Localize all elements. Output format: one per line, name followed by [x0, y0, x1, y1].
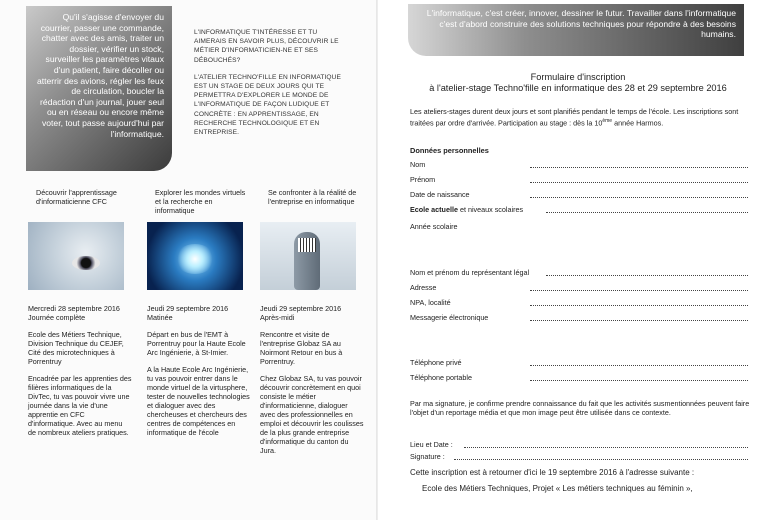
field-label-suffix: et niveaux scolaires [459, 205, 524, 214]
intro-paragraphs [194, 28, 344, 145]
light-photo [147, 222, 243, 290]
banner: L'informatique, c'est créer, innover, dessiner le futur. Travailler dans l'informatique c'est d'abord construire des solutions techniques pour répondre à des besoins humains. [408, 4, 744, 56]
field-label: Téléphone portable [410, 373, 472, 382]
hand-photo [260, 222, 356, 290]
field-label: Année scolaire [410, 222, 458, 231]
field-label: Lieu et Date : [410, 440, 453, 449]
field-prenom[interactable] [410, 175, 748, 185]
field-adresse[interactable] [410, 283, 748, 293]
form-title-line2: à l'atelier-stage Techno'fille en informatique des 28 et 29 septembre 2016 [429, 83, 727, 93]
footer-line1: Cette inscription est à retourner d'ici le 19 septembre 2016 à l'adresse suivante : [410, 468, 695, 477]
field-email[interactable] [410, 313, 748, 323]
mid-paragraph-2: L'ATELIER TECHNO'FILLE EN INFORMATIQUE EST UN STAGE DE DEUX JOURS QUI TE PERMETTRA D'EXPLORER LE MONDE DE L'INFORMATIQUE DE FAÇON LUDIQUE ET CONCRÈTE : EN APPRENTISSAGE, EN RECHERCHE TECHNOLOGIQUE ET EN ENTREPRISE. [194, 73, 342, 137]
section-personal: Données personnelles [410, 146, 489, 155]
field-naissance[interactable] [410, 190, 748, 200]
field-label: Signature : [410, 452, 445, 461]
day-place: Départ en bus de l'EMT à Porrentruy pour la Haute Ecole Arc Ingénierie, à St-Imier. [147, 330, 246, 357]
field-label: Date de naissance [410, 190, 470, 199]
day-date: Jeudi 29 septembre 2016 [260, 304, 342, 313]
day-period: Après-midi [260, 313, 295, 322]
eye-photo [28, 222, 124, 290]
day-details [28, 304, 132, 437]
footer-line2: Ecole des Métiers Techniques, Projet « Les métiers techniques au féminin », [422, 484, 693, 493]
right-panel [378, 0, 770, 520]
day-details [260, 304, 364, 455]
day-description: Encadrée par les apprenties des filières informatiques de la DivTec, tu vas pouvoir vivre une journée dans la vie d'une apprentie en CFC d'informatique. Avec au menu de nombreux ateliers pratiques. [28, 374, 132, 437]
field-label: NPA, localité [410, 298, 451, 307]
left-panel [0, 0, 378, 520]
field-label: Messagerie électronique [410, 313, 489, 322]
column-apprentissage [28, 188, 132, 445]
field-signature[interactable] [410, 452, 748, 462]
field-ecole[interactable] [410, 205, 748, 215]
form-title-line1: Formulaire d'inscription [530, 72, 626, 82]
form-title [408, 72, 748, 94]
form-intro-sup: ème [602, 117, 613, 124]
field-representant[interactable] [410, 268, 748, 278]
intro-box [26, 6, 172, 171]
column-heading: Découvrir l'apprentissage d'informaticienne CFC [36, 188, 117, 206]
field-npa[interactable] [410, 298, 748, 308]
field-label: Ecole actuelle [410, 205, 458, 214]
form-intro-end: année Harmos. [612, 118, 664, 128]
day-period: Journée complète [28, 313, 86, 322]
field-label: Nom et prénom du représentant légal [410, 268, 530, 277]
column-recherche [147, 188, 251, 445]
day-description: A la Haute Ecole Arc Ingénierie, tu vas pouvoir entrer dans le monde virtuel de la virtusphere, tester de nouvelles technologies et dialoguer avec des chercheuses et chercheurs des centres de compétences en informatique de l'école [147, 365, 250, 437]
day-details [147, 304, 251, 437]
field-tel[interactable] [410, 358, 748, 368]
field-nom[interactable] [410, 160, 748, 170]
mid-paragraph-1: L'INFORMATIQUE T'INTÉRESSE ET TU AIMERAIS EN SAVOIR PLUS, DÉCOUVRIR LE MÉTIER D'INFORMATICIEN-NE ET SES DÉBOUCHÉS? [194, 29, 339, 64]
field-portable[interactable] [410, 373, 748, 383]
footer [410, 468, 750, 494]
day-place: Ecole des Métiers Technique, Division Technique du CEJEF, Cité des microtechniques à Porrentruy [28, 330, 124, 366]
form-intro [410, 108, 750, 128]
signature-notice: Par ma signature, je confirme prendre connaissance du fait que les activités susmentionnées peuvent faire l'objet d'un reportage média et que mon image peut être utilisée dans ce contexte. [410, 399, 750, 417]
field-label: Nom [410, 160, 426, 169]
day-place: Rencontre et visite de l'entreprise Globaz SA au Noirmont Retour en bus à Porrentruy. [260, 330, 343, 366]
day-description: Chez Globaz SA, tu vas pouvoir découvrir concrètement en quoi consiste le métier d'informaticienne, dialoguer avec des professionnelles en emploi et découvrir les coulisses de la plus grande entreprise d'informatique du canton du Jura. [260, 374, 364, 455]
field-label: Adresse [410, 283, 437, 292]
form-intro-text: Les ateliers-stages durent deux jours et sont planifiés pendant le temps de l'école. Les inscriptions sont traitées par ordre d'arrivée. Participation au stage : dès la 10 [410, 107, 739, 128]
day-date: Mercredi 28 septembre 2016 [28, 304, 120, 313]
day-period: Matinée [147, 313, 173, 322]
field-lieu-date[interactable] [410, 440, 748, 450]
intro-text: Qu'il s'agisse d'envoyer du courrier, passer une commande, chatter avec des amis, traiter un dossier, vérifier un stock, surveiller les paramètres vitaux d'un patient, faire décoller ou atterrir des avions, régler les feux de circulation, boucler la rédaction d'un journal, jouer seul ou en réseau ou encore même voter, tout passe aujourd'hui par l'informatique. [36, 12, 164, 139]
day-date: Jeudi 29 septembre 2016 [147, 304, 229, 313]
column-heading: Se confronter à la réalité de l'entreprise en informatique [268, 188, 357, 206]
column-entreprise [260, 188, 364, 463]
field-annee [410, 222, 748, 232]
field-label: Prénom [410, 175, 436, 184]
column-heading: Explorer les mondes virtuels et la recherche en informatique [155, 188, 246, 215]
field-label: Téléphone privé [410, 358, 462, 367]
